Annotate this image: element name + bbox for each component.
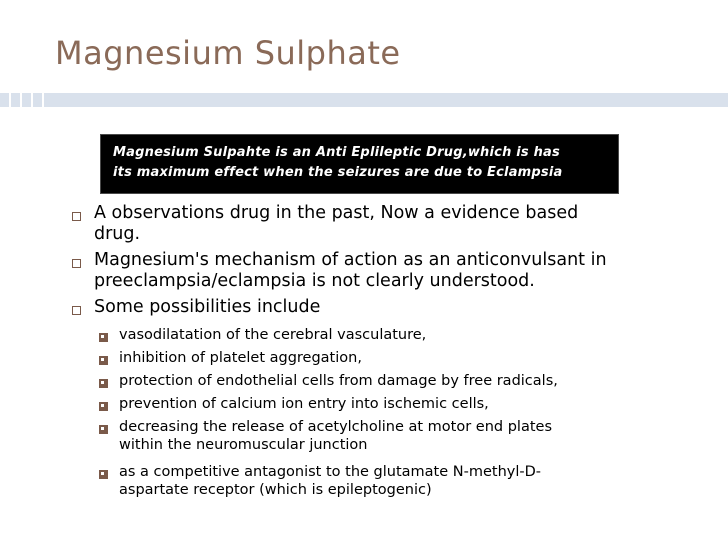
callout-box	[100, 134, 619, 194]
bullet-marker	[72, 212, 81, 221]
sub-bullet-marker	[99, 470, 108, 479]
bullet-item: Some possibilities include	[94, 297, 321, 317]
sub-bullet-item: vasodilatation of the cerebral vasculature,	[119, 327, 427, 343]
bullet-item: A observations drug in the past, Now a evidence based drug.	[94, 203, 579, 244]
sub-bullet-item: protection of endothelial cells from damage by free radicals,	[119, 373, 558, 389]
bullet-marker	[72, 306, 81, 315]
sub-bullet-marker	[99, 333, 108, 342]
bullet-marker	[72, 259, 81, 268]
sub-bullet-marker	[99, 379, 108, 388]
sub-bullet-item: inhibition of platelet aggregation,	[119, 350, 362, 366]
sub-bullet-marker	[99, 402, 108, 411]
sub-bullet-item: decreasing the release of acetylcholine at motor end plates within the neuromuscular junction	[119, 419, 552, 453]
sub-bullet-item: prevention of calcium ion entry into ischemic cells,	[119, 396, 489, 412]
bullet-item: Magnesium's mechanism of action as an anticonvulsant in preeclampsia/eclampsia is not clearly understood.	[94, 250, 607, 291]
callout-line-2: its maximum effect when the seizures are due to Eclampsia	[113, 165, 563, 180]
title-divider	[0, 93, 728, 107]
callout-line-1: Magnesium Sulpahte is an Anti Eplileptic Drug,which is has	[113, 145, 560, 160]
slide-title: Magnesium Sulphate	[55, 34, 401, 72]
sub-bullet-marker	[99, 356, 108, 365]
sub-bullet-item: as a competitive antagonist to the glutamate N-methyl-D- aspartate receptor (which is epileptogenic)	[119, 464, 541, 498]
sub-bullet-marker	[99, 425, 108, 434]
